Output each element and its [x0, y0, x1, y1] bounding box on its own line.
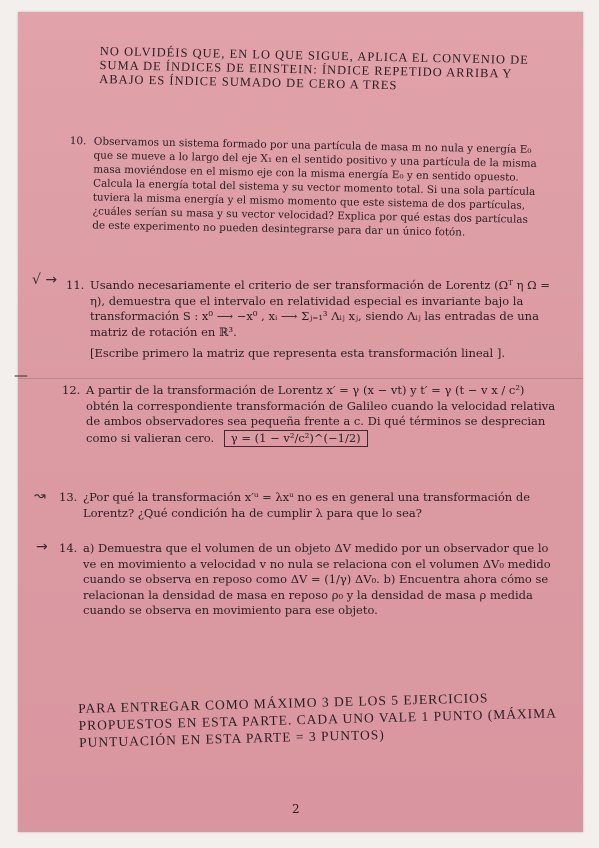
gamma-formula: γ = (1 − v²/c²)^(−1/2) [224, 430, 368, 448]
check-arrow-mark: √ → [32, 272, 58, 288]
fold-line [18, 378, 583, 379]
problem-hint: [Escribe primero la matriz que representa esta transformación lineal ]. [90, 346, 506, 360]
problem-text: Observamos un sistema formado por una partícula de masa m no nula y energía E₀ que se mueve a lo largo del eje X₁ en el sentido positivo y una partícula de la misma masa moviéndose en el mismo eje con la misma energía E₀ y en sentido opuesto. Calcula la energía total del sistema y su vector momento total. Si una sola partícula tuviera la misma energía y el mismo momento que este sistema de dos partículas, ¿cuáles serían su masa y su vector velocidad? Explica por qué estas dos partículas de este experimento no pueden desintegrarse para dar un único fotón. [92, 135, 537, 239]
arrow-mark: → [36, 539, 48, 555]
einstein-convention-note: NO OLVIDÉIS QUE, EN LO QUE SIGUE, APLICA EL CONVENIO DE SUMA DE ÍNDICES DE EINSTEIN: ÍNDICE REPETIDO ARRIBA Y ABAJO ES ÍNDICE SUMADO DE CERO A TRES [99, 44, 529, 93]
submission-instructions: PARA ENTREGAR COMO MÁXIMO 3 DE LOS 5 EJERCICIOS PROPUESTOS EN ESTA PARTE. CADA UNO VALE 1 PUNTO (MÁXIMA PUNTUACIÓN EN ESTA PARTE = 3 PUNTOS) [78, 690, 557, 750]
problem-13 [59, 490, 554, 521]
problem-10 [68, 134, 540, 241]
problem-number: 10. [69, 134, 87, 148]
problem-text: A partir de la transformación de Lorentz x′ = γ (x − vt) y t′ = γ (t − v x / c²) obtén la correspondiente transformación de Galileo cuando la velocidad relativa de ambos observadores sea pequeña frente a c. Di qué términos se desprecian como si valieran cero. [86, 383, 556, 445]
problem-text: a) Demuestra que el volumen de un objeto ΔV medido por un observador que lo ve en movimiento a velocidad v no nula se relaciona con el volumen ΔV₀ medido cuando se observa en reposo como ΔV = (1/γ) ΔV₀. b) Encuentra ahora cómo se relacionan la densidad de masa en reposo ρ₀ y la densidad de masa ρ medida cuando se observa en movimiento para ese objeto. [83, 541, 551, 617]
problem-14 [59, 541, 554, 619]
squiggle-mark: ↝ [34, 488, 46, 504]
problem-number: 13. [59, 490, 78, 504]
problem-number: 12. [62, 383, 81, 397]
problem-12 [62, 383, 557, 447]
problem-number: 11. [66, 278, 85, 292]
problem-text: Usando necesariamente el criterio de ser transformación de Lorentz (Ωᵀ η Ω = η), demuestra que el intervalo en relatividad especial es invariante bajo la transformación S : x⁰ ⟶ −x⁰ , xᵢ ⟶ Σⱼ₌₁³ Λᵢⱼ xⱼ, siendo Λᵢⱼ las entradas de una matriz de rotación en ℝ³. [90, 278, 550, 339]
problem-text: ¿Por qué la transformación x′ᵘ = λxᵘ no es en general una transformación de Lorentz? ¿Qué condición ha de cumplir λ para que lo sea? [83, 490, 531, 520]
problem-number: 14. [59, 541, 78, 555]
page-number: 2 [292, 802, 300, 816]
dash-mark: — [14, 368, 28, 384]
problem-11 [66, 278, 550, 362]
